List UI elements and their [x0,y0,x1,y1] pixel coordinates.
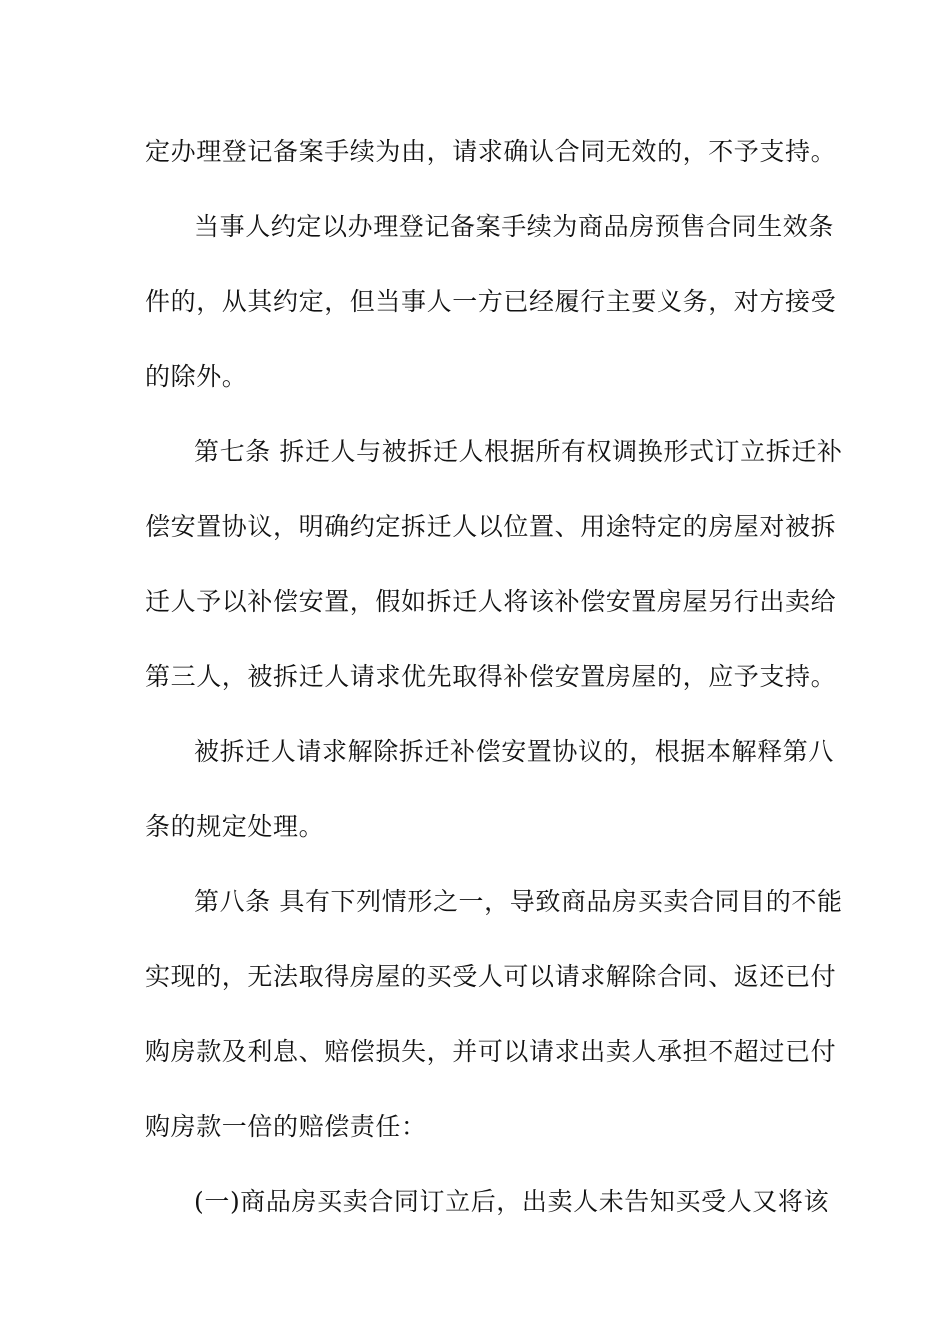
text-line-12: 实现的，无法取得房屋的买受人可以请求解除合同、返还已付 [145,962,837,991]
text-line-14: 购房款一倍的赔偿责任： [145,1112,427,1141]
text-line-1: 定办理登记备案手续为由，请求确认合同无效的，不予支持。 [145,137,837,166]
text-line-4: 的除外。 [145,362,248,391]
text-line-5: 第七条 拆迁人与被拆迁人根据所有权调换形式订立拆迁补 [194,437,843,466]
text-line-13: 购房款及利息、赔偿损失，并可以请求出卖人承担不超过已付 [145,1037,837,1066]
text-line-11: 第八条 具有下列情形之一，导致商品房买卖合同目的不能 [194,887,843,916]
text-line-10: 条的规定处理。 [145,812,325,841]
text-line-3: 件的，从其约定，但当事人一方已经履行主要义务，对方接受 [145,287,837,316]
text-line-7: 迁人予以补偿安置，假如拆迁人将该补偿安置房屋另行出卖给 [145,587,837,616]
text-line-6: 偿安置协议，明确约定拆迁人以位置、用途特定的房屋对被拆 [145,512,837,541]
text-line-15: (一)商品房买卖合同订立后，出卖人未告知买受人又将该 [194,1187,830,1216]
text-line-8: 第三人，被拆迁人请求优先取得补偿安置房屋的，应予支持。 [145,662,837,691]
text-line-2: 当事人约定以办理登记备案手续为商品房预售合同生效条 [194,212,835,241]
text-line-9: 被拆迁人请求解除拆迁补偿安置协议的，根据本解释第八 [194,737,835,766]
